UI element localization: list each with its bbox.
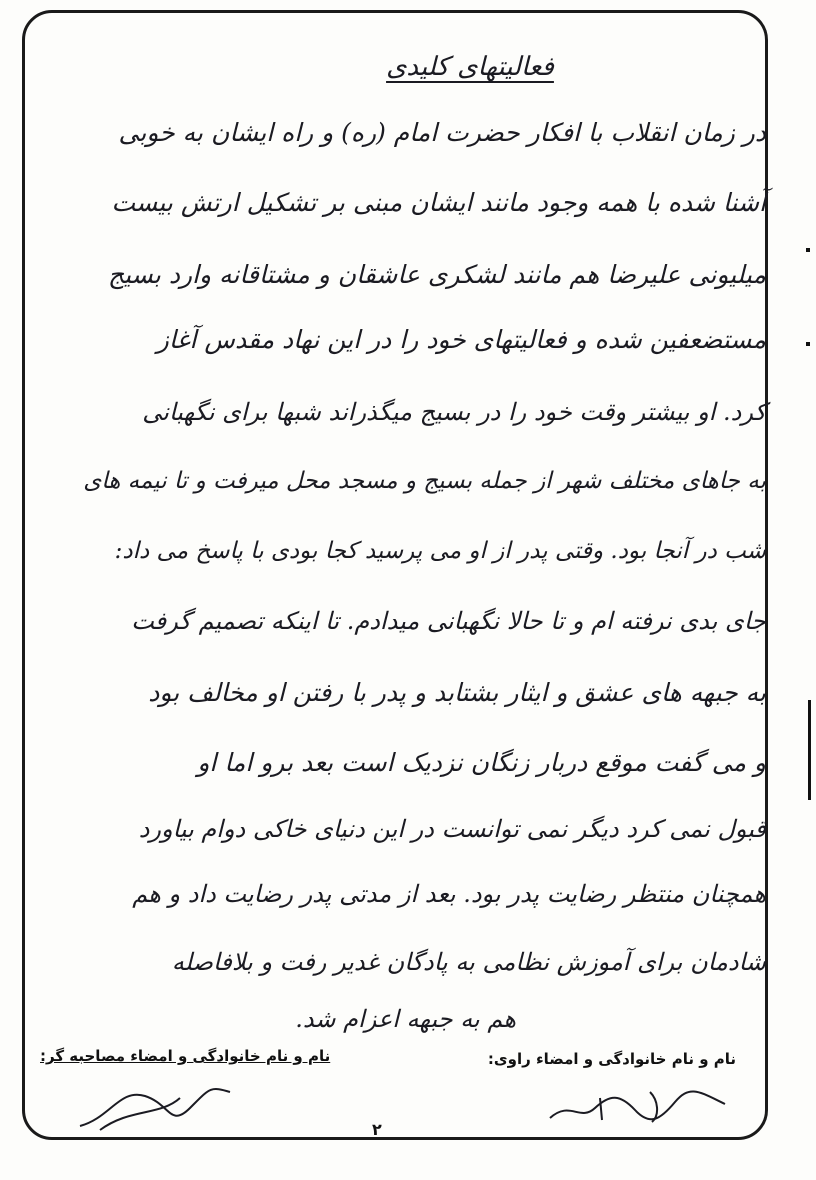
- page-number: ۲: [372, 1120, 382, 1139]
- interviewer-signature: [70, 1078, 240, 1138]
- handwritten-line: هم به جبهه اعزام شد.: [295, 1005, 516, 1033]
- handwritten-line: آشنا شده با همه وجود مانند ایشان مبنی بر تشکیل ارتش بیست: [111, 188, 766, 217]
- scan-mark: [806, 248, 810, 252]
- handwritten-line: شب در آنجا بود. وقتی پدر از او می پرسید کجا بودی با پاسخ می داد:: [114, 538, 766, 564]
- page-title: فعالیتهای کلیدی: [386, 52, 554, 82]
- handwritten-line: در زمان انقلاب با افکار حضرت امام (ره) و راه ایشان به خوبی: [118, 118, 766, 147]
- handwritten-line: مستضعفین شده و فعالیتهای خود را در این نهاد مقدس آغاز: [156, 325, 766, 354]
- handwritten-line: جای بدی نرفته ام و تا حالا نگهبانی میدادم. تا اینکه تصمیم گرفت: [131, 607, 766, 635]
- scan-mark: [806, 342, 810, 346]
- handwritten-line: به جاهای مختلف شهر از جمله بسیج و مسجد محل میرفت و تا نیمه های: [83, 468, 766, 494]
- handwritten-line: و می گفت موقع دربار زنگان نزدیک است بعد برو اما او: [197, 748, 766, 777]
- handwritten-line: به جبهه های عشق و ایثار بشتابد و پدر با رفتن او مخالف بود: [148, 678, 766, 707]
- handwritten-line: قبول نمی کرد دیگر نمی توانست در این دنیای خاکی دوام بیاورد: [138, 815, 766, 843]
- interviewer-signature-label: نام و نام خانوادگی و امضاء مصاحبه گر:: [40, 1047, 331, 1065]
- handwritten-line: میلیونی علیرضا هم مانند لشکری عاشقان و مشتاقانه وارد بسیج: [107, 260, 766, 289]
- handwritten-line: شادمان برای آموزش نظامی به پادگان غدیر رفت و بلافاصله: [171, 948, 766, 976]
- handwritten-line: همچنان منتظر رضایت پدر بود. بعد از مدتی پدر رضایت داد و هم: [132, 880, 766, 908]
- narrator-signature: [540, 1080, 740, 1130]
- scan-edge-mark: [808, 700, 811, 800]
- handwritten-line: کرد. او بیشتر وقت خود را در بسیج میگذراند شبها برای نگهبانی: [142, 398, 766, 426]
- narrator-signature-label: نام و نام خانوادگی و امضاء راوی:: [487, 1050, 736, 1068]
